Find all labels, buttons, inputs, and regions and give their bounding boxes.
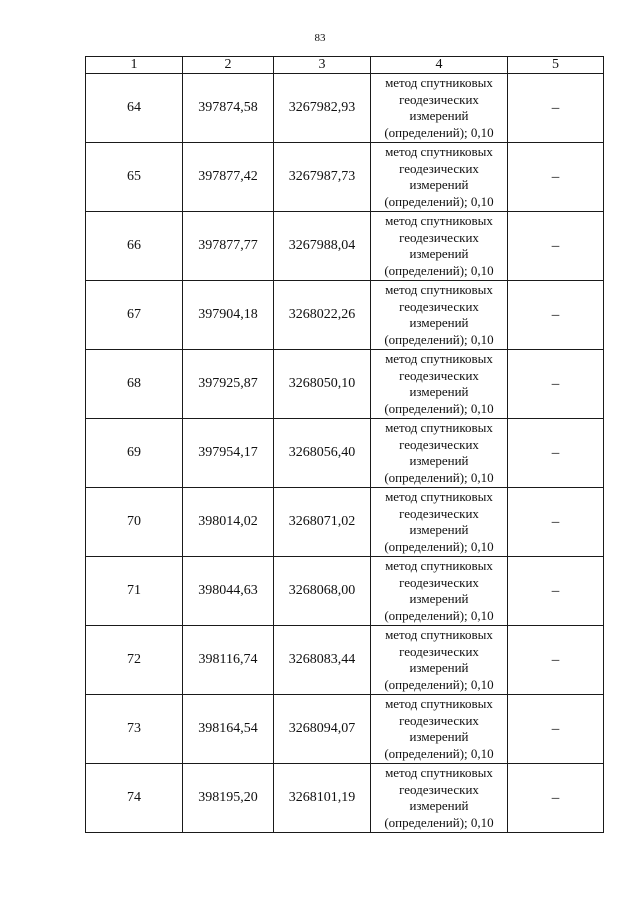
method-cell [371,557,508,626]
method-line: геодезических [399,298,479,314]
method-line: геодезических [399,91,479,107]
note-cell: – [508,626,604,695]
method-line: геодезических [399,574,479,590]
coordinate-x-cell: 397874,58 [183,74,274,143]
method-cell [371,350,508,419]
table-row [86,143,604,212]
method-line: измерений [409,315,469,330]
column-header-1: 1 [86,57,183,74]
method-line: метод спутниковых [385,420,493,435]
table-row [86,488,604,557]
coordinate-x-cell: 397877,77 [183,212,274,281]
method-line: метод спутниковых [385,558,493,573]
coordinate-y-cell: 3268083,44 [274,626,371,695]
method-cell [371,281,508,350]
coordinates-table [85,56,604,833]
method-line: геодезических [399,643,479,659]
coordinate-x-cell: 398044,63 [183,557,274,626]
table-body [86,74,604,833]
method-line: (определений); 0,10 [384,676,494,692]
method-cell [371,419,508,488]
method-line: измерений [409,246,469,261]
method-line: измерений [409,108,469,123]
method-line: (определений); 0,10 [384,538,494,554]
method-line: метод спутниковых [385,627,493,642]
point-number-cell: 71 [86,557,183,626]
method-line: (определений); 0,10 [384,124,494,140]
coordinate-x-cell: 397954,17 [183,419,274,488]
column-header-3: 3 [274,57,371,74]
method-line: (определений); 0,10 [384,745,494,761]
coordinate-x-cell: 397904,18 [183,281,274,350]
header-row [86,57,604,74]
note-cell: – [508,74,604,143]
method-line: метод спутниковых [385,75,493,90]
note-cell: – [508,488,604,557]
method-line: метод спутниковых [385,144,493,159]
method-line: (определений); 0,10 [384,331,494,347]
method-line: (определений); 0,10 [384,262,494,278]
method-line: (определений); 0,10 [384,814,494,830]
table-row [86,764,604,833]
coordinate-y-cell: 3268094,07 [274,695,371,764]
coordinate-x-cell: 398195,20 [183,764,274,833]
column-header-5: 5 [508,57,604,74]
page-number: 83 [314,32,326,44]
table-row [86,557,604,626]
table-row [86,281,604,350]
point-number-cell: 68 [86,350,183,419]
table-row [86,212,604,281]
method-line: измерений [409,591,469,606]
method-line: метод спутниковых [385,213,493,228]
table-row [86,74,604,143]
method-line: геодезических [399,712,479,728]
method-cell [371,626,508,695]
point-number-cell: 70 [86,488,183,557]
column-header-2: 2 [183,57,274,74]
method-line: измерений [409,177,469,192]
coordinate-y-cell: 3267982,93 [274,74,371,143]
method-line: метод спутниковых [385,696,493,711]
method-line: измерений [409,729,469,744]
table-row [86,419,604,488]
point-number-cell: 67 [86,281,183,350]
coordinate-x-cell: 398014,02 [183,488,274,557]
method-line: измерений [409,660,469,675]
method-line: (определений); 0,10 [384,193,494,209]
method-line: измерений [409,453,469,468]
note-cell: – [508,419,604,488]
method-cell [371,488,508,557]
method-line: измерений [409,384,469,399]
method-line: измерений [409,798,469,813]
note-cell: – [508,281,604,350]
method-cell [371,212,508,281]
point-number-cell: 69 [86,419,183,488]
method-line: (определений); 0,10 [384,469,494,485]
point-number-cell: 65 [86,143,183,212]
method-line: геодезических [399,160,479,176]
point-number-cell: 73 [86,695,183,764]
note-cell: – [508,350,604,419]
note-cell: – [508,212,604,281]
coordinate-x-cell: 397925,87 [183,350,274,419]
method-line: (определений); 0,10 [384,400,494,416]
method-cell [371,74,508,143]
table-row [86,350,604,419]
point-number-cell: 72 [86,626,183,695]
method-cell [371,695,508,764]
method-line: измерений [409,522,469,537]
method-line: геодезических [399,229,479,245]
method-line: метод спутниковых [385,765,493,780]
coordinate-y-cell: 3267987,73 [274,143,371,212]
point-number-cell: 66 [86,212,183,281]
method-line: геодезических [399,436,479,452]
note-cell: – [508,695,604,764]
coordinate-x-cell: 397877,42 [183,143,274,212]
method-cell [371,764,508,833]
method-line: геодезических [399,781,479,797]
method-line: метод спутниковых [385,351,493,366]
point-number-cell: 74 [86,764,183,833]
method-line: метод спутниковых [385,489,493,504]
note-cell: – [508,764,604,833]
coordinate-x-cell: 398116,74 [183,626,274,695]
point-number-cell: 64 [86,74,183,143]
coordinate-x-cell: 398164,54 [183,695,274,764]
method-line: геодезических [399,505,479,521]
table-row [86,695,604,764]
method-cell [371,143,508,212]
method-line: метод спутниковых [385,282,493,297]
coordinate-y-cell: 3268101,19 [274,764,371,833]
table-row [86,626,604,695]
coordinate-y-cell: 3267988,04 [274,212,371,281]
coordinate-y-cell: 3268050,10 [274,350,371,419]
method-line: (определений); 0,10 [384,607,494,623]
coordinate-y-cell: 3268068,00 [274,557,371,626]
coordinate-y-cell: 3268056,40 [274,419,371,488]
coordinate-y-cell: 3268022,26 [274,281,371,350]
column-header-4: 4 [371,57,508,74]
method-line: геодезических [399,367,479,383]
coordinate-y-cell: 3268071,02 [274,488,371,557]
note-cell: – [508,143,604,212]
note-cell: – [508,557,604,626]
